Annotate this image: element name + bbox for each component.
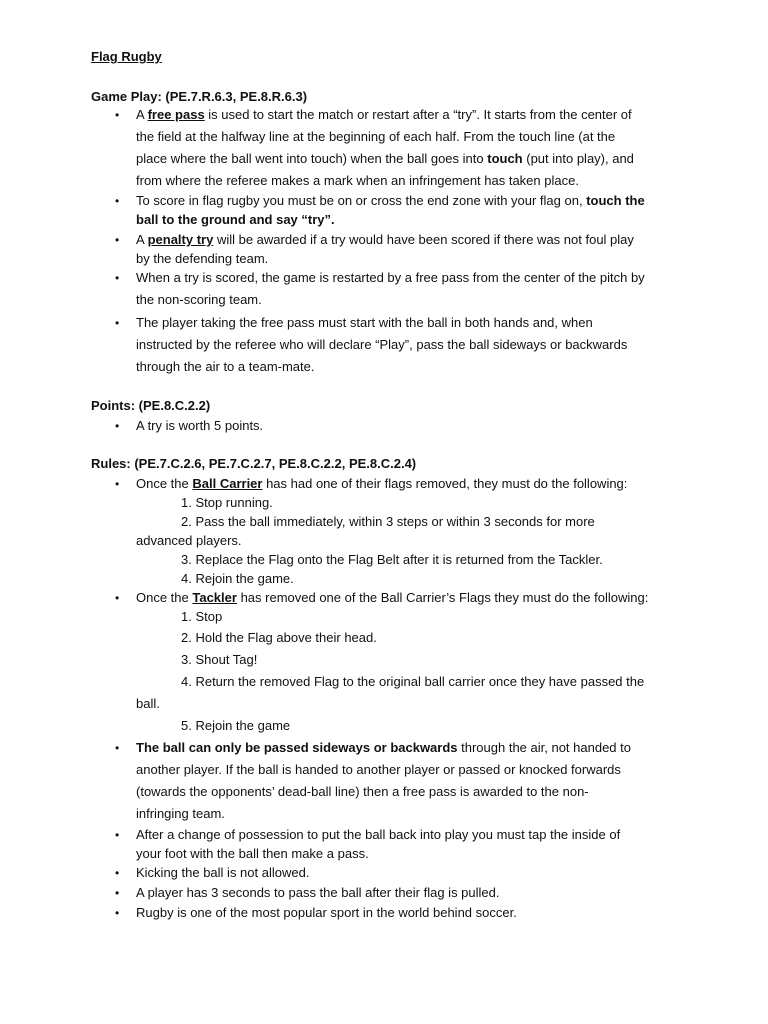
free-pass-rule-line-3: through the air to a team-mate. — [136, 359, 315, 374]
bullet-icon: • — [115, 591, 120, 605]
carrier-step-1: 1. Stop running. — [181, 495, 273, 510]
tackler-term: Tackler — [192, 590, 237, 605]
score-text-line-2: ball to the ground and say “try”. — [136, 212, 335, 227]
rules-heading: Rules: (PE.7.C.2.6, PE.7.C.2.7, PE.8.C.2.2, PE.8.C.2.4) — [91, 456, 417, 471]
free-pass-term: free pass — [147, 107, 205, 122]
bullet-icon: • — [115, 194, 120, 208]
possession-rule-line-2: your foot with the ball then make a pass. — [136, 846, 369, 861]
ball-carrier-line: Once the Ball Carrier has had one of their flags removed, they must do the following: — [136, 476, 628, 491]
tackler-step-5: 5. Rejoin the game — [181, 718, 291, 733]
bullet-icon: • — [115, 886, 120, 900]
free-pass-rule-line-2: instructed by the referee who will declare “Play”, pass the ball sideways or backwards — [136, 337, 628, 352]
ball-carrier-term: Ball Carrier — [192, 476, 263, 491]
bullet-icon: • — [115, 866, 120, 880]
restart-text-line-1: When a try is scored, the game is restarted by a free pass from the center of the pitch by — [136, 270, 645, 285]
points-item: A try is worth 5 points. — [136, 418, 264, 433]
tackler-step-2: 2. Hold the Flag above their head. — [181, 630, 377, 645]
bullet-icon: • — [115, 828, 120, 842]
tackler-step-4: 4. Return the removed Flag to the original ball carrier once they have passed the — [181, 674, 645, 689]
tackler-step-4-cont: ball. — [136, 696, 160, 711]
score-text-line-1: To score in flag rugby you must be on or cross the end zone with your flag on, touch the — [136, 193, 645, 208]
penalty-try-text-line-1: A penalty try will be awarded if a try would have been scored if there was not foul play — [136, 232, 634, 247]
passing-rule-line-3: (towards the opponents’ dead-ball line) then a free pass is awarded to the non- — [136, 784, 589, 799]
bullet-icon: • — [115, 741, 120, 755]
free-pass-text-line-2: the field at the halfway line at the beginning of each half. From the touch line (at the — [136, 129, 616, 144]
carrier-step-4: 4. Rejoin the game. — [181, 571, 294, 586]
free-pass-rule-line-1: The player taking the free pass must start with the ball in both hands and, when — [136, 315, 593, 330]
document-title: Flag Rugby — [91, 49, 162, 64]
tackler-step-3: 3. Shout Tag! — [181, 652, 258, 667]
possession-rule-line-1: After a change of possession to put the ball back into play you must tap the inside of — [136, 827, 621, 842]
points-heading: Points: (PE.8.C.2.2) — [91, 398, 211, 413]
bullet-icon: • — [115, 906, 120, 920]
game-play-heading: Game Play: (PE.7.R.6.3, PE.8.R.6.3) — [91, 89, 308, 104]
bullet-icon: • — [115, 477, 120, 491]
passing-rule-line-1: The ball can only be passed sideways or backwards through the air, not handed to — [136, 740, 631, 755]
tackler-step-1: 1. Stop — [181, 609, 223, 624]
bullet-icon: • — [115, 316, 120, 330]
free-pass-text-line-4: from where the referee makes a mark when an infringement has taken place. — [136, 173, 579, 188]
bullet-icon: • — [115, 108, 120, 122]
penalty-try-term: penalty try — [147, 232, 214, 247]
carrier-step-2-cont: advanced players. — [136, 533, 242, 548]
passing-rule-line-4: infringing team. — [136, 806, 225, 821]
tackler-line: Once the Tackler has removed one of the Ball Carrier’s Flags they must do the following: — [136, 590, 649, 605]
bullet-icon: • — [115, 233, 120, 247]
free-pass-text-line-3: place where the ball went into touch) when the ball goes into touch (put into play), and — [136, 151, 634, 166]
seconds-rule: A player has 3 seconds to pass the ball after their flag is pulled. — [136, 885, 500, 900]
bullet-icon: • — [115, 271, 120, 285]
popular-fact: Rugby is one of the most popular sport in the world behind soccer. — [136, 905, 517, 920]
penalty-try-text-line-2: by the defending team. — [136, 251, 269, 266]
restart-text-line-2: the non-scoring team. — [136, 292, 262, 307]
free-pass-text-line-1: A free pass is used to start the match or restart after a “try”. It starts from the center of — [136, 107, 632, 122]
kicking-rule: Kicking the ball is not allowed. — [136, 865, 310, 880]
carrier-step-2: 2. Pass the ball immediately, within 3 steps or within 3 seconds for more — [181, 514, 595, 529]
passing-rule-line-2: another player. If the ball is handed to another player or passed or knocked forwards — [136, 762, 621, 777]
bullet-icon: • — [115, 419, 120, 433]
carrier-step-3: 3. Replace the Flag onto the Flag Belt after it is returned from the Tackler. — [181, 552, 603, 567]
